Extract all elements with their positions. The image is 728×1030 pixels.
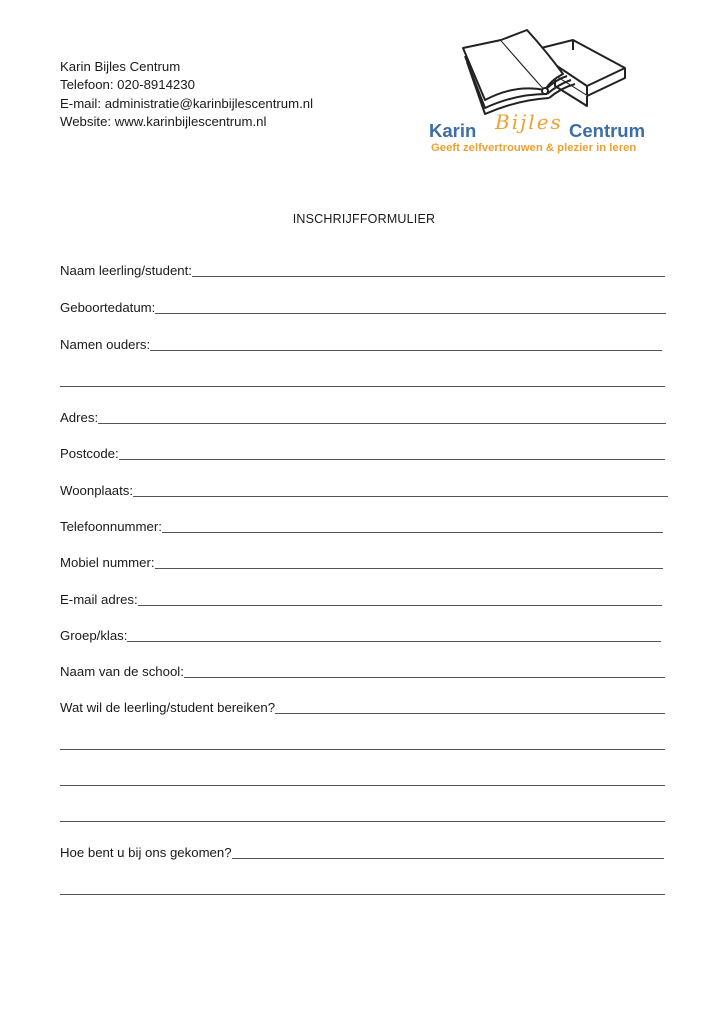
form-field-row	[60, 370, 665, 390]
form-field-row	[60, 805, 665, 825]
field-label: Postcode:	[60, 446, 119, 461]
tagline: Geeft zelfvertrouwen & plezier in leren	[431, 142, 637, 154]
fill-in-line[interactable]	[162, 532, 663, 533]
logo	[425, 22, 665, 162]
brand-word-karin: Karin	[429, 120, 477, 141]
fill-in-line[interactable]	[60, 386, 665, 387]
open-book-icon	[455, 28, 630, 118]
fill-in-line[interactable]	[232, 858, 664, 859]
form-field-row	[60, 443, 665, 463]
fill-in-line[interactable]	[138, 605, 662, 606]
form-field-row	[60, 769, 665, 789]
field-label: Wat wil de leerling/student bereiken?	[60, 700, 276, 715]
email-text: E-mail: administratie@karinbijlescentrum.nl	[60, 95, 314, 111]
field-label: Naam leerling/student:	[60, 263, 192, 278]
form-field-row	[60, 697, 665, 717]
form-field-row	[60, 878, 665, 898]
fill-in-line[interactable]	[60, 821, 665, 822]
field-label: Namen ouders:	[60, 337, 151, 352]
fill-in-line[interactable]	[155, 313, 666, 314]
brand-word-bijles: Bijles	[495, 110, 563, 134]
form-field-row	[60, 842, 664, 862]
field-label: Groep/klas:	[60, 628, 128, 643]
field-label: Geboortedatum:	[60, 300, 156, 315]
fill-in-line[interactable]	[98, 423, 666, 424]
fill-in-line[interactable]	[184, 677, 665, 678]
field-label: Telefoonnummer:	[60, 519, 162, 534]
form-field-row	[60, 625, 661, 645]
form-title: INSCHRIJFFORMULIER	[292, 212, 436, 226]
form-field-row	[60, 589, 662, 609]
org-name: Karin Bijles Centrum	[60, 59, 181, 74]
form-field-row	[60, 334, 662, 354]
fill-in-line[interactable]	[150, 350, 662, 351]
fill-in-line[interactable]	[60, 785, 665, 786]
form-field-row	[60, 733, 665, 753]
fill-in-line[interactable]	[275, 713, 665, 714]
phone-text: Telefoon: 020-8914230	[60, 77, 195, 93]
form-field-row	[60, 516, 663, 536]
fill-in-line[interactable]	[60, 894, 665, 895]
field-label: Adres:	[60, 410, 99, 425]
field-label: E-mail adres:	[60, 592, 138, 607]
contact-block	[60, 58, 313, 131]
form-field-row	[60, 661, 665, 681]
fill-in-line[interactable]	[155, 568, 663, 569]
form-field-row	[60, 407, 666, 427]
form-field-row	[60, 552, 663, 572]
form-field-row	[60, 297, 666, 317]
brand-word-centrum: Centrum	[569, 120, 646, 141]
field-label: Mobiel nummer:	[60, 555, 155, 570]
form-field-row	[60, 260, 665, 280]
fill-in-line[interactable]	[133, 496, 668, 497]
form-field-row	[60, 480, 668, 500]
field-label: Woonplaats:	[60, 483, 134, 498]
field-label: Hoe bent u bij ons gekomen?	[60, 845, 232, 860]
field-label: Naam van de school:	[60, 664, 184, 679]
website-text: Website: www.karinbijlescentrum.nl	[60, 113, 267, 129]
fill-in-line[interactable]	[60, 749, 665, 750]
fill-in-line[interactable]	[192, 276, 665, 277]
fill-in-line[interactable]	[119, 459, 665, 460]
fill-in-line[interactable]	[127, 641, 661, 642]
